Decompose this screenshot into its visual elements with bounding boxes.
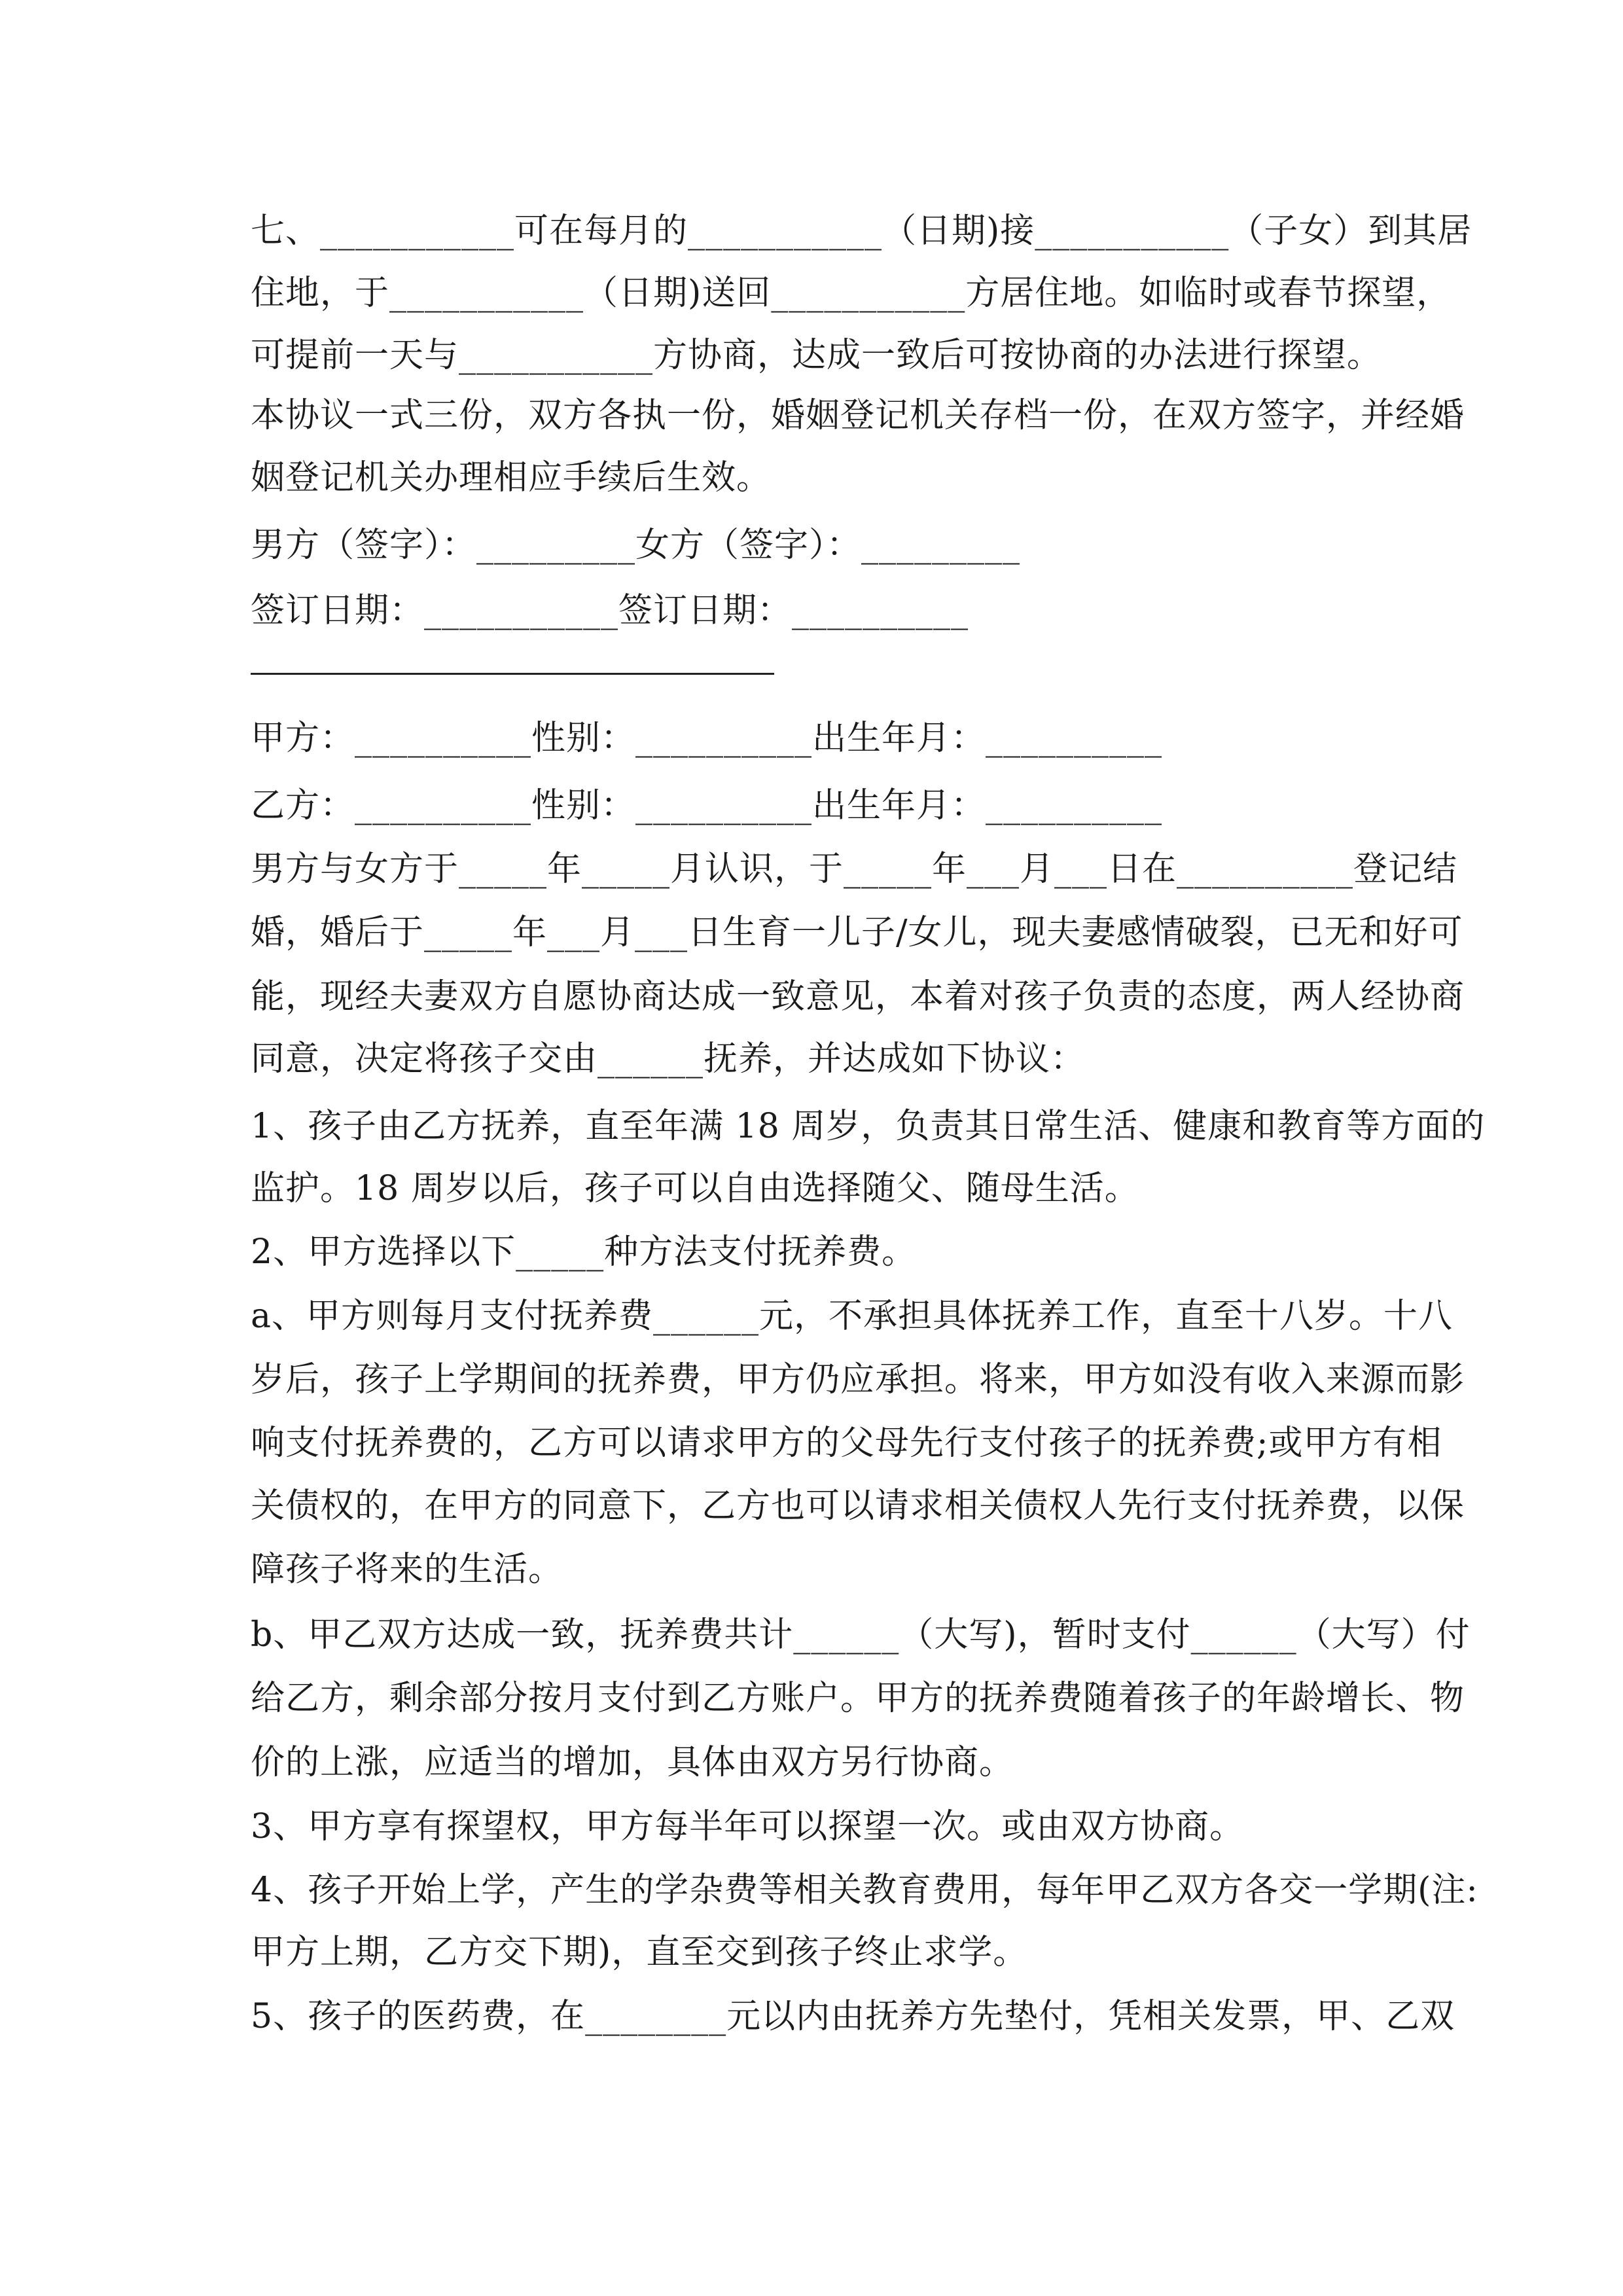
party-a-line: 甲方：__________性别：__________出生年月：__________ [251,719,1163,758]
clause-7-line-1: 七、___________可在每月的___________（日期)接___________（子女）到其居 [251,211,1472,251]
signature-line: 男方（签字）：_________女方（签字）：_________ [251,526,1021,565]
clause-2a-line-1: a、甲方则每月支付抚养费______元，不承担具体抚养工作，直至十八岁。十八 [251,1297,1454,1336]
clause-7-line-3: 可提前一天与___________方协商，达成一致后可按协商的办法进行探望。 [251,336,1382,375]
clause-2b-line-3: 价的上涨，应适当的增加，具体由双方另行协商。 [251,1743,1014,1782]
clause-5-line-1: 5、孩子的医药费，在________元以内由抚养方先垫付，凭相关发票，甲、乙双 [251,1997,1455,2036]
intro-line-1: 男方与女方于_____年_____月认识，于_____年___月___日在__________登记结 [251,850,1458,889]
clause-2a-line-2: 岁后，孩子上学期间的抚养费，甲方仍应承担。将来，甲方如没有收入来源而影 [251,1360,1465,1399]
sign-date-line: 签订日期：___________签订日期：__________ [251,591,969,630]
clause-2a-line-3: 响支付抚养费的，乙方可以请求甲方的父母先行支付孩子的抚养费;或甲方有相 [251,1424,1442,1463]
intro-line-3: 能，现经夫妻双方自愿协商达成一致意见，本着对孩子负责的态度，两人经协商 [251,977,1465,1016]
clause-4-line-2: 甲方上期，乙方交下期)，直至交到孩子终止求学。 [251,1933,1028,1972]
intro-line-4: 同意，决定将孩子交由______抚养，并达成如下协议： [251,1039,1086,1079]
clause-2a-line-4: 关债权的，在甲方的同意下，乙方也可以请求相关债权人先行支付抚养费，以保 [251,1486,1465,1526]
clause-2b-line-2: 给乙方，剩余部分按月支付到乙方账户。甲方的抚养费随着孩子的年龄增长、物 [251,1679,1465,1718]
clause-1-line-2: 监护。18 周岁以后，孩子可以自由选择随父、随母生活。 [251,1169,1139,1208]
party-b-line: 乙方：__________性别：__________出生年月：__________ [251,786,1163,825]
clause-3-line: 3、甲方享有探望权，甲方每半年可以探望一次。或由双方协商。 [251,1807,1245,1846]
copies-line-2: 姻登记机关办理相应手续后生效。 [251,458,772,497]
clause-1-line-1: 1、孩子由乙方抚养，直至年满 18 周岁，负责其日常生活、健康和教育等方面的 [251,1107,1486,1146]
clause-2-line: 2、甲方选择以下_____种方法支付抚养费。 [251,1232,917,1272]
clause-2b-line-1: b、甲乙双方达成一致，抚养费共计______（大写)，暂时支付______（大写）付 [251,1615,1471,1655]
section-divider [251,673,774,675]
copies-line-1: 本协议一式三份，双方各执一份，婚姻登记机关存档一份，在双方签字，并经婚 [251,396,1465,435]
intro-line-2: 婚，婚后于_____年___月___日生育一儿子/女儿，现夫妻感情破裂，已无和好可 [251,913,1463,952]
clause-4-line-1: 4、孩子开始上学，产生的学杂费等相关教育费用，每年甲乙双方各交一学期(注: [251,1871,1478,1910]
clause-2a-line-5: 障孩子将来的生活。 [251,1550,563,1589]
clause-7-line-2: 住地，于___________（日期)送回___________方居住地。如临时或春节探望， [251,274,1452,313]
